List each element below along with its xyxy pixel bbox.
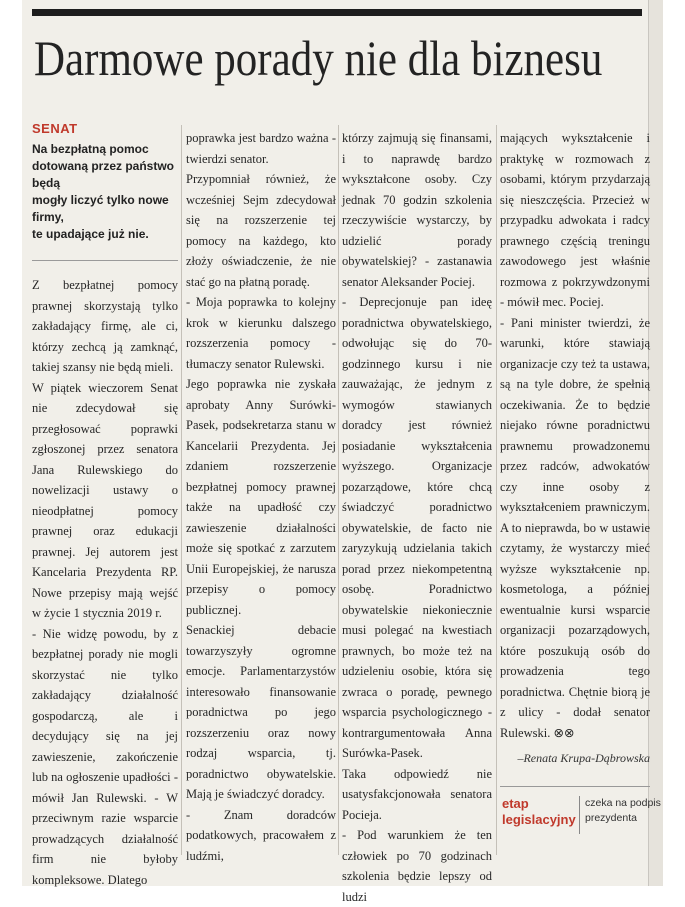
- article-column-4: [500, 128, 650, 743]
- newspaper-page: [22, 0, 662, 904]
- column-divider: [496, 125, 497, 855]
- lead-divider: [32, 260, 178, 261]
- article-column-1: [32, 275, 178, 890]
- column-text: którzy zajmują się finansami, i to naprawdę bardzo wykształcone osoby. Czy jednak 70 godzin szkolenia rzeczywiście wystarczy, by udzielić porady obywatelskiej? - zastanawia senator Aleksander Pociej. - Deprecjonuje pan ideę poradnictwa obywatelskiego, odwołując się do 70-godzinnego kursu i nie zauważając, że jednym z wymogów stawianych doradcy jest również posiadanie wykształcenia wyższego. Organizacje pozarządowe, które chcą świadczyć poradnictwo obywatelskie, de facto nie zaryzykują udzielania takich porad przez niekompetentną osobę. Poradnictwo obywatelskie niekoniecznie musi polegać na kwestiach prawnych, bo może też na udzieleniu osobie, która się zwraca o poradę, pewnego wsparcia psychologicznego - kontrargumentowała Anna Surówka-Pasek. Taka odpowiedź nie usatysfakcjonowała senatora Pocieja. - Pod warunkiem że ten człowiek po 70 godzinach szkolenia będzie lepszy od ludzi: [342, 131, 492, 904]
- section-label: SENAT: [32, 121, 78, 136]
- legislative-stage-value: czeka na podpis prezydenta: [585, 797, 661, 824]
- adjacent-page-edge: [648, 0, 663, 886]
- legislative-stage-label: etap legislacyjny: [502, 796, 576, 827]
- column-text: mających wykształcenie i praktykę w rozmowach z osobami, którym przydarzają się nieszczęścia. Przecież w przypadku adwokata i radcy prawnego częścią treningu zawodowego jest właśnie rozmowa z pokrzywdzonymi - mówił mec. Pociej. - Pani minister twierdzi, że warunki, które stawiają organizacje czy też ta ustawa, są na tyle dobre, że spełnią oczekiwania. Że to będzie niejako równe poradnictwu prawnemu prowadzonemu przez radców, adwokatów czy inne osoby z wykształceniem prawniczym. A to nieprawda, bo w ustawie czytamy, że wystarczy mieć wyższe wykształcenie np. kosmetologa, a później ewentualnie kursi wsparcie organizacji pozarządowych, które poszukują osób do prowadzenia tego poradnictwa. Chętnie biorą je z ulicy - dodał senator Rulewski. ⊗⊗: [500, 131, 650, 740]
- column-divider: [338, 125, 339, 855]
- lead-paragraph: Na bezpłatną pomoc dotowaną przez państwo będą mogły liczyć tylko nowe firmy, te upadające już nie.: [32, 142, 175, 241]
- stage-separator: [579, 796, 580, 834]
- column-text: Z bezpłatnej pomocy prawnej skorzystają tylko zakładający firmę, ale ci, którzy zechcą ją zamknąć, takiej szansy nie będą mieli. W piątek wieczorem Senat nie zdecydował się przegłosować poprawki zgłoszonej przez senatora Jana Rulewskiego do nowelizacji ustawy o nieodpłatnej pomocy prawnej oraz edukacji prawnej. Jej autorem jest Kancelaria Prezydenta RP. Nowe przepisy mają wejść w życie 1 stycznia 2019 r. - Nie widzę powodu, by z bezpłatnej porady nie mogli skorzystać nie tylko zakładający działalność gospodarczą, ale i decydujący się na jej zawieszenie, zakończenie lub na ogłoszenie upadłości -mówił Jan Rulewski. - W przeciwnym razie wsparcie prowadzących działalność firm nie byłoby kompleksowe. Dlatego: [32, 278, 178, 887]
- column-text: poprawka jest bardzo ważna - twierdzi senator. Przypomniał również, że wcześniej Sejm zdecydował się na rozszerzenie tej pomocy na każdego, kto złoży oświadczenie, że nie stać go na płatną poradę. - Moja poprawka to kolejny krok w kierunku dalszego rozszerzenia pomocy - tłumaczy senator Rulewski. Jego poprawka nie zyskała aprobaty Anny Surówki-Pasek, podsekretarza stanu w Kancelarii Prezydenta. Jej zdaniem rozszerzenie bezpłatnej pomocy prawnej także na upadłość czy zawieszenie działalności może się spotkać z zarzutem Unii Europejskiej, że narusza przepisy o pomocy publicznej. Senackiej debacie towarzyszyły ogromne emocje. Parlamentarzystów interesowało finansowanie poradnictwa po jego rozszerzeniu oraz nowy rodzaj wsparcia, tj. poradnictwo obywatelskie. Mają je świadczyć doradcy. - Znam doradców podatkowych, pracowałem z ludźmi,: [186, 131, 336, 863]
- article-column-2: [186, 128, 336, 866]
- column-divider: [181, 125, 182, 855]
- author-byline: –Renata Krupa-Dąbrowska: [517, 751, 650, 765]
- stage-divider: [500, 786, 650, 787]
- top-rule: [32, 9, 642, 16]
- headline: Darmowe porady nie dla biznesu: [34, 30, 603, 86]
- article-column-3: [342, 128, 492, 907]
